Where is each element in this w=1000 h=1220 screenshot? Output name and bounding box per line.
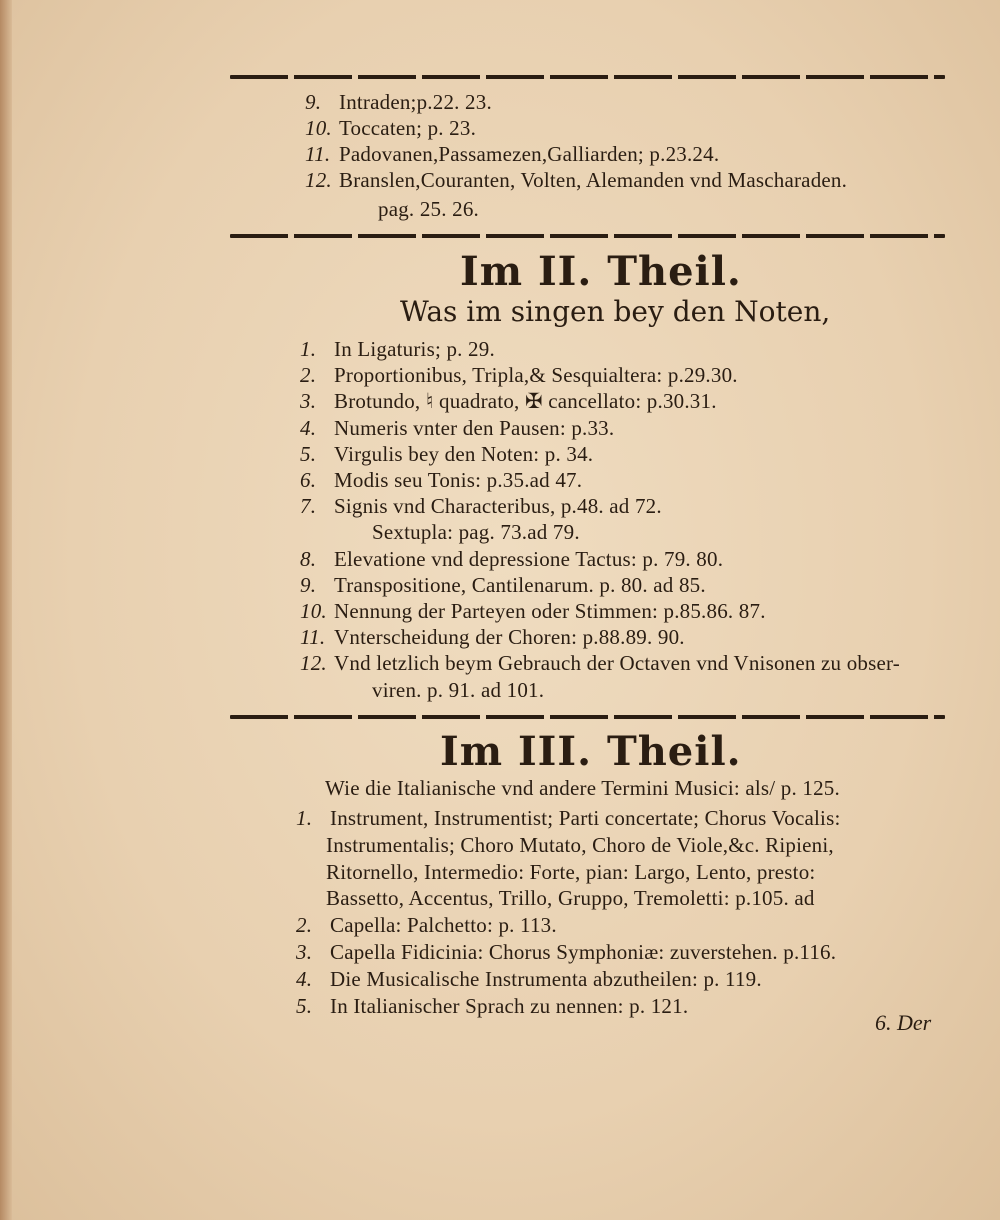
item-number: 6.	[300, 468, 317, 492]
item-text: In Italianischer Sprach zu nennen: p. 121.	[330, 993, 689, 1018]
page-edge-shadow	[0, 0, 12, 1220]
item-text: In Ligaturis; p. 29.	[334, 337, 495, 361]
item-number: 12.	[300, 651, 327, 676]
item-text: Signis vnd Characteribus, p.48. ad 72.	[334, 494, 662, 519]
list-item	[326, 859, 815, 885]
top-rule	[230, 75, 945, 79]
item-text: viren. p. 91. ad 101.	[372, 677, 545, 702]
item-number: 4.	[300, 415, 317, 440]
item-number: 7.	[300, 494, 317, 519]
list-item	[372, 519, 580, 545]
item-number: 5.	[300, 441, 317, 466]
item-text: Modis seu Tonis: p.35.ad 47.	[334, 468, 583, 492]
item-text: Die Musicalische Instrumenta abzutheilen: p. 119.	[330, 966, 762, 991]
list-item	[300, 467, 582, 493]
item-number: 3.	[300, 389, 317, 414]
list-item	[300, 598, 766, 624]
item-number: 11.	[300, 625, 326, 650]
list-item	[300, 650, 900, 676]
list-item	[300, 362, 738, 388]
item-text: Ritornello, Intermedio: Forte, pian: Largo, Lento, presto:	[326, 859, 816, 884]
item-number: 1.	[296, 806, 313, 830]
section-heading: Im III. Theil.	[440, 728, 742, 775]
item-text: Vnd letzlich beym Gebrauch der Octaven vnd Vnisonen zu obser-	[334, 651, 900, 676]
list-item	[296, 966, 762, 992]
list-item	[300, 336, 495, 362]
list-item	[300, 546, 723, 572]
item-text: Brotundo, ♮ quadrato, ✠ cancellato: p.30.31.	[334, 389, 717, 414]
item-number: 5.	[296, 993, 313, 1018]
list-item	[300, 415, 614, 441]
section-heading: Im II. Theil.	[460, 248, 742, 295]
list-item: pag. 25. 26.	[378, 197, 479, 221]
list-item	[326, 885, 815, 911]
list-item	[300, 441, 593, 467]
item-text: Proportionibus, Tripla,& Sesquialtera: p.29.30.	[334, 363, 738, 388]
item-text: Bassetto, Accentus, Trillo, Gruppo, Tremoletti: p.105. ad	[326, 886, 815, 911]
list-item	[300, 572, 706, 598]
section-rule	[230, 234, 945, 238]
section-subheading: Wie die Italianische vnd andere Termini Musici: als/ p. 125.	[325, 776, 840, 800]
item-number: 8.	[300, 546, 317, 571]
item-number: 2.	[300, 363, 317, 388]
list-item: 10. Toccaten; p. 23.	[305, 116, 477, 140]
list-item	[326, 832, 834, 858]
item-number: 1.	[300, 337, 317, 361]
item-text: Instrument, Instrumentist; Parti concertate; Chorus Vocalis:	[330, 806, 841, 830]
list-item	[296, 912, 557, 938]
item-text: Capella: Palchetto: p. 113.	[330, 913, 557, 938]
item-text: Numeris vnter den Pausen: p.33.	[334, 415, 615, 440]
list-item: 9. Intraden;p.22. 23.	[305, 90, 492, 114]
section-rule	[230, 715, 945, 719]
item-text: Instrumentalis; Choro Mutato, Choro de Viole,&c. Ripieni,	[326, 832, 834, 857]
list-item	[300, 493, 662, 519]
list-item	[296, 993, 688, 1019]
item-text: Sextupla: pag. 73.ad 79.	[372, 520, 580, 545]
list-item: 11. Padovanen,Passamezen,Galliarden; p.23.24.	[305, 142, 720, 166]
item-text: Transpositione, Cantilenarum. p. 80. ad 85.	[334, 572, 706, 597]
list-item	[296, 805, 840, 831]
item-number: 2.	[296, 913, 313, 938]
list-item	[300, 388, 717, 414]
item-text: Vnterscheidung der Choren: p.88.89. 90.	[334, 625, 685, 650]
list-item	[296, 939, 836, 965]
list-item: 12. Branslen,Couranten, Volten, Alemanden vnd Mascharaden.	[305, 168, 848, 192]
list-item	[372, 677, 544, 703]
item-number: 9.	[300, 572, 317, 597]
section-subheading: Was im singen bey den Noten,	[400, 295, 831, 328]
item-text: Elevatione vnd depressione Tactus: p. 79. 80.	[334, 546, 724, 571]
item-text: Capella Fidicinia: Chorus Symphoniæ: zuverstehen. p.116.	[330, 940, 837, 964]
item-number: 10.	[300, 599, 327, 623]
item-text: Virgulis bey den Noten: p. 34.	[334, 441, 594, 466]
item-text: Nennung der Parteyen oder Stimmen: p.85.86. 87.	[334, 599, 766, 623]
list-item	[300, 624, 685, 650]
item-number: 4.	[296, 966, 313, 991]
catchword: 6. Der	[875, 1010, 932, 1035]
item-number: 3.	[296, 940, 313, 964]
